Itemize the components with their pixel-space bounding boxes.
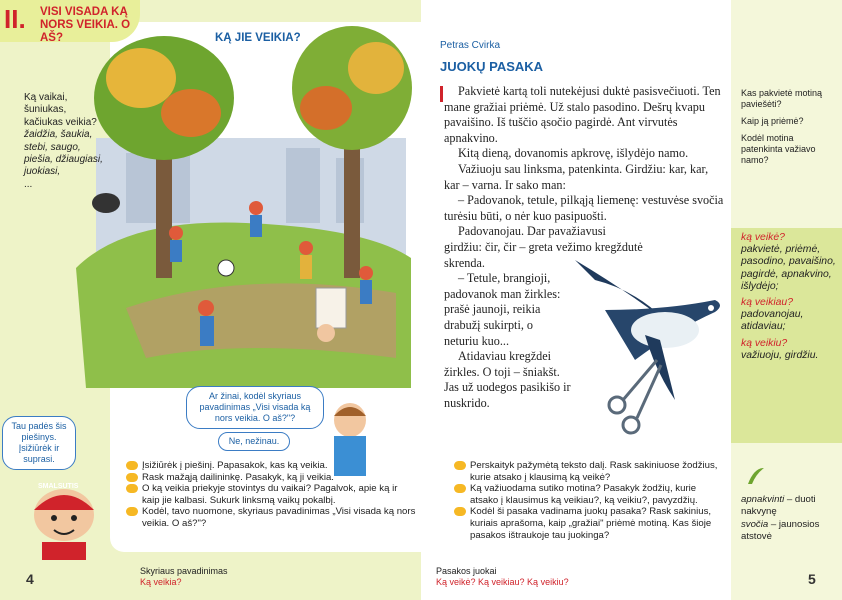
section-question: KĄ JIE VEIKIA? <box>215 32 301 44</box>
margin-questions <box>741 88 831 172</box>
no-bubble-text: Ne, nežinau. <box>228 436 280 446</box>
no-bubble <box>218 432 290 451</box>
bullet-icon <box>126 484 138 493</box>
know-bubble <box>186 386 324 429</box>
left-question-4: Kodėl, tavo nuomone, skyriaus pavadinimas „Visi visada ką nors veikia. O aš?"? <box>126 506 416 529</box>
left-questions <box>126 460 416 530</box>
right-question-2: Ką važiuodama sutiko motina? Pasakyk žodžių, kurie atsako į klausimus ką veikiau?, ką veikiu?, pavyzdžių. <box>454 483 724 506</box>
story-paragraph: – Tetule, brangioji, padovanok man žirkles: prašė jaunoji, reikia drabužį sukirpti, o neturiu kuo... <box>444 271 561 348</box>
left-question-2: Rask mažąją dailininkę. Pasakyk, ką ji veikia. <box>126 472 416 484</box>
story-paragraph: – Padovanok, tetule, pilkąją liemenę: vestuvėse svočia turėsiu būti, o nėr kuo pasipuošti. <box>444 193 724 223</box>
playground-illustration <box>66 18 420 388</box>
bullet-icon <box>454 461 466 470</box>
verb-list <box>741 232 837 362</box>
left-page-number: 4 <box>26 571 34 587</box>
chapter-number: II. <box>4 4 26 34</box>
verb-words: padovanojau, atidaviau; <box>741 309 804 333</box>
margin-question: Kodėl motina patenkinta važiavo namo? <box>741 133 816 165</box>
story-paragraph: Važiuoju sau linksma, patenkinta. Girdžiu: kar, kar, kar – varna. Ir sako man: <box>444 161 709 192</box>
verb-words: važiuoju, girdžiu. <box>741 349 819 361</box>
story-paragraph: Kitą dieną, dovanomis apkrovę, išlydėjo namo. <box>458 146 689 161</box>
left-note <box>24 92 104 191</box>
verb-question: ką veikiau? <box>741 297 793 309</box>
verb-words: pakvietė, priėmė, pasodino, pavaišino, pagirdė, apnakvino, išlydėjo; <box>741 244 836 292</box>
story-paragraph: Pakvietė kartą toli nutekėjusi duktė pasisvečiuoti. Ten mane gražiai priėmė. Už stalo pasodino. Dešrų kvapu pavaišino. Iš tuščio ąsočio pagirdė. Ant virvutės apnakvino. <box>444 84 721 145</box>
story-author: Petras Cvirka <box>440 40 501 51</box>
bullet-icon <box>454 507 466 516</box>
left-note-ellipsis: ... <box>24 178 33 190</box>
bullet-icon <box>126 473 138 482</box>
chapter-title: VISI VISADA KĄ NORS VEIKIA. O AŠ? <box>40 6 131 44</box>
bullet-icon <box>126 461 138 470</box>
story-paragraph: Padovanojau. Dar pavažiavusi girdžiu: čir, čir – greta vežimo kregždutė skrenda. <box>444 224 643 270</box>
swallow-illustration <box>565 250 735 445</box>
bullet-icon <box>454 484 466 493</box>
glossary-entry: apnakvinti – duoti nakvynę <box>741 494 816 517</box>
left-question-1: Įsižiūrėk į piešinį. Papasakok, kas ką veikia. <box>126 460 416 472</box>
verb-question: ką veikė? <box>741 232 785 243</box>
story-title: JUOKŲ PASAKA <box>440 59 544 74</box>
help-bubble-text: Tau padės šis piešinys. Įsižiūrėk ir suprasi. <box>11 421 67 464</box>
verb-question: ką veikiu? <box>741 337 788 349</box>
margin-question: Kas pakvietė motiną paviešėti? <box>741 88 823 109</box>
know-bubble-text: Ar žinai, kodėl skyriaus pavadinimas „Visi visada ką nors veikia. O aš?"? <box>199 391 311 423</box>
bullet-icon <box>126 507 138 516</box>
highlight-bar <box>440 86 443 102</box>
glossary-entry: svočia – jaunosios atstovė <box>741 519 820 542</box>
help-bubble <box>2 416 76 470</box>
left-note-words: žaidžia, šaukia, stebi, saugo, piešia, džiaugiasi, juokiasi, <box>24 129 103 178</box>
smalsutis-cap-label: SMALSUTIS <box>38 483 79 490</box>
margin-question: Kaip ją priėmė? <box>741 116 804 126</box>
left-note-intro: Ką vaikai, šuniukas, kačiukas veikia? <box>24 92 97 128</box>
right-footer-title: Pasakos juokai Ką veikė? Ką veikiau? Ką veikiu? <box>436 566 569 587</box>
right-question-3: Kodėl ši pasaka vadinama juokų pasaka? Rask sakinius, kuriais aprašoma, kaip „gražiai" priėmė motiną. Kas šioje pasakos ištraukoje tau juokinga? <box>454 506 724 541</box>
left-footer-title: Skyriaus pavadinimas Ką veikia? <box>140 566 228 587</box>
glossary-icon <box>744 464 768 488</box>
glossary <box>741 494 837 542</box>
story-paragraph: Atidaviau kregždei žirkles. O toji – šniakšt. Jas už uodegos pasikišo ir nuskrido. <box>444 349 571 410</box>
right-questions <box>454 460 724 541</box>
right-question-1: Perskaityk pažymėtą teksto dalį. Rask sakiniuose žodžius, kurie atsako į klausimą ką veikė? <box>454 460 724 483</box>
right-page-number: 5 <box>808 571 816 587</box>
left-question-3: O ką veikia priekyje stovintys du vaikai? Pagalvok, apie ką ir kaip jie kalbasi. Sukurk linksmą vaikų pokalbį. <box>126 483 416 506</box>
